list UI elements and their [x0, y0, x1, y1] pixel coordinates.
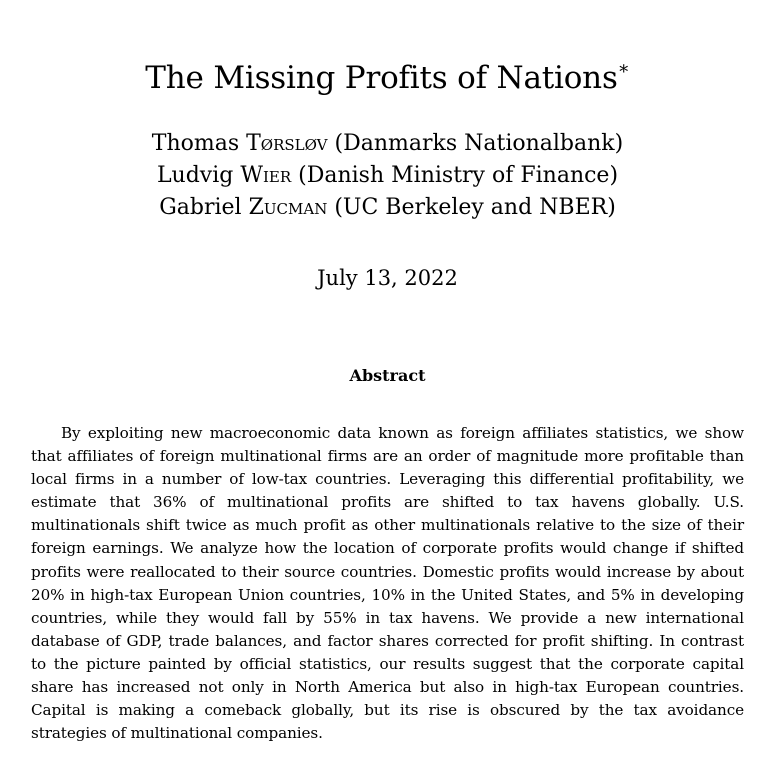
author-affiliation: (UC Berkeley and NBER): [334, 195, 616, 220]
publication-date: July 13, 2022: [317, 266, 458, 290]
author-family-name: Wier: [240, 163, 292, 188]
author-given-name: Thomas: [151, 131, 240, 156]
author-affiliation: (Danish Ministry of Finance): [298, 163, 619, 188]
author-given-name: Ludvig: [156, 163, 234, 188]
author-line: [0, 128, 775, 160]
author-line: [0, 160, 775, 192]
author-given-name: Gabriel: [159, 195, 242, 220]
abstract-heading: Abstract: [349, 366, 426, 385]
author-family-name: Tørsløv: [246, 131, 328, 156]
abstract-text: By exploiting new macroeconomic data known as foreign affiliates statistics, we show that affiliates of foreign multinational firms are an order of magnitude more profitable than local firms in a number of low-tax countries. Leveraging this differential profitability, we estimate that 36% of multinational profits are shifted to tax havens globally. U.S. multinationals shift twice as much profit as other multinationals relative to the size of their foreign earnings. We analyze how the location of corporate profits would change if shifted profits were reallocated to their source countries. Domestic profits would increase by about 20% in high-tax European Union countries, 10% in the United States, and 5% in developing countries, while they would fall by 55% in tax havens. We provide a new international database of GDP, trade balances, and factor shares corrected for profit shifting. In contrast to the picture painted by official statistics, our results suggest that the corporate capital share has increased not only in North America but also in high-tax European countries. Capital is making a comeback globally, but its rise is obscured by the tax avoidance strategies of multinational companies.: [31, 424, 744, 743]
author-affiliation: (Danmarks Nationalbank): [334, 131, 624, 156]
author-line: [0, 192, 775, 224]
paper-title: [0, 57, 775, 96]
title-footnote-marker: ∗: [617, 57, 630, 79]
author-list: [0, 128, 775, 224]
author-family-name: Zucman: [248, 195, 328, 220]
paper-title-text: The Missing Profits of Nations: [145, 60, 618, 96]
